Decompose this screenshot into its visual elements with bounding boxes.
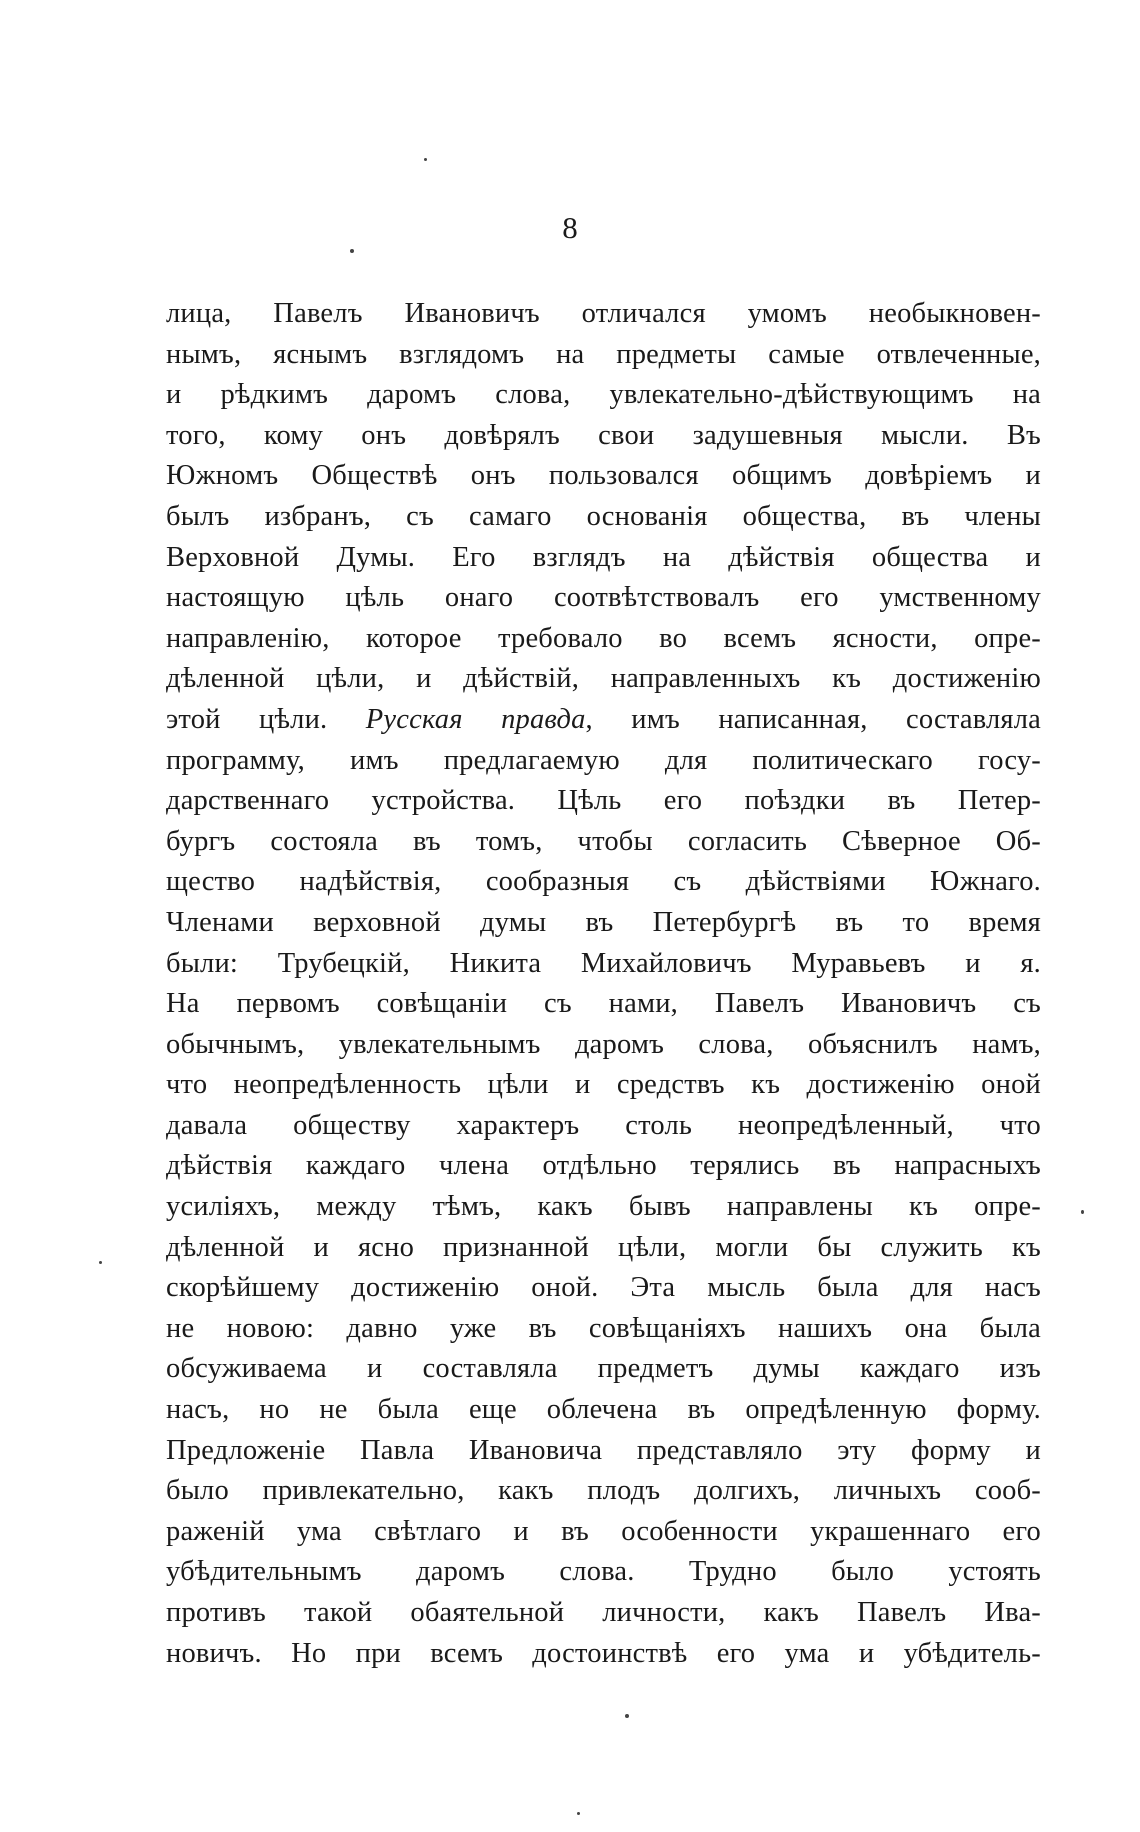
text-line: раженій ума свѣтлаго и въ особенности украшеннаго его: [166, 1515, 1041, 1547]
text-line: дѣйствія каждаго члена отдѣльно терялись въ напрасныхъ: [166, 1150, 1041, 1182]
text-line: противъ такой обаятельной личности, какъ Павелъ Ива-: [166, 1597, 1041, 1628]
text-line: того, кому онъ довѣрялъ свои задушевныя мысли. Въ: [166, 419, 1041, 451]
text-segment: этой цѣли.: [166, 703, 366, 735]
text-line: бургъ состояла въ томъ, чтобы согласить Сѣверное Об-: [166, 825, 1041, 857]
text-line: давала обществу характеръ столь неопредѣленный, что: [166, 1109, 1041, 1141]
text-line: и рѣдкимъ даромъ слова, увлекательно-дѣйствующимъ на: [166, 379, 1041, 411]
italic-title: Русская правда: [365, 703, 586, 735]
text-line: На первомъ совѣщаніи съ нами, Павелъ Ивановичъ съ: [166, 988, 1041, 1020]
scan-speck: [1081, 1210, 1084, 1214]
text-line: направленію, которое требовало во всемъ ясности, опре-: [166, 622, 1041, 654]
text-line: были: Трубецкій, Никита Михайловичъ Муравьевъ и я.: [166, 947, 1041, 979]
text-line: Южномъ Обществѣ онъ пользовался общимъ довѣріемъ и: [166, 460, 1041, 492]
text-line: Членами верховной думы въ Петербургѣ въ то время: [166, 906, 1041, 938]
text-segment: , имъ написанная, составляла: [585, 703, 1041, 735]
page-number: 8: [562, 210, 578, 245]
text-line: не новою: давно уже въ совѣщаніяхъ нашихъ она была: [166, 1312, 1041, 1344]
text-line: насъ, но не была еще облечена въ опредѣленную форму.: [166, 1394, 1041, 1426]
text-line: нымъ, яснымъ взглядомъ на предметы самые отвлеченные,: [166, 338, 1041, 370]
text-line-with-italic: [166, 700, 1041, 741]
text-line: убѣдительнымъ даромъ слова. Трудно было устоять: [166, 1556, 1041, 1588]
scan-speck: [350, 249, 354, 253]
text-line: обычнымъ, увлекательнымъ даромъ слова, объяснилъ намъ,: [166, 1028, 1041, 1060]
text-line: лица, Павелъ Ивановичъ отличался умомъ необыкновен-: [166, 298, 1041, 329]
scan-speck: [424, 158, 427, 161]
text-line: было привлекательно, какъ плодъ долгихъ, личныхъ сооб-: [166, 1475, 1041, 1507]
text-line: дарственнаго устройства. Цѣль его поѣздки въ Петер-: [166, 785, 1041, 817]
text-line: настоящую цѣль онаго соотвѣтствовалъ его умственному: [166, 582, 1041, 614]
text-line: что неопредѣленность цѣли и средствъ къ достиженію оной: [166, 1069, 1041, 1101]
text-line: Верховной Думы. Его взглядъ на дѣйствія общества и: [166, 541, 1041, 573]
scan-speck: [625, 1714, 629, 1718]
text-line: скорѣйшему достиженію оной. Эта мысль была для насъ: [166, 1272, 1041, 1304]
text-line: былъ избранъ, съ самаго основанія общества, въ члены: [166, 500, 1041, 532]
text-line: программу, имъ предлагаемую для политическаго госу-: [166, 744, 1041, 776]
text-line: щество надѣйствія, сообразныя съ дѣйствіями Южнаго.: [166, 866, 1041, 898]
text-line: обсуживаема и составляла предметъ думы каждаго изъ: [166, 1353, 1041, 1385]
scan-speck: [577, 1812, 580, 1815]
text-line: дѣленной цѣли, и дѣйствій, направленныхъ къ достиженію: [166, 663, 1041, 695]
text-line: Предложеніе Павла Ивановича представляло эту форму и: [166, 1434, 1041, 1466]
text-line: дѣленной и ясно признанной цѣли, могли бы служить къ: [166, 1231, 1041, 1263]
page-body-text: [166, 294, 1041, 1674]
text-line: усиліяхъ, между тѣмъ, какъ бывъ направлены къ опре-: [166, 1191, 1041, 1223]
text-line: новичъ. Но при всемъ достоинствѣ его ума и убѣдитель-: [166, 1637, 1041, 1669]
scan-speck: [99, 1261, 102, 1264]
